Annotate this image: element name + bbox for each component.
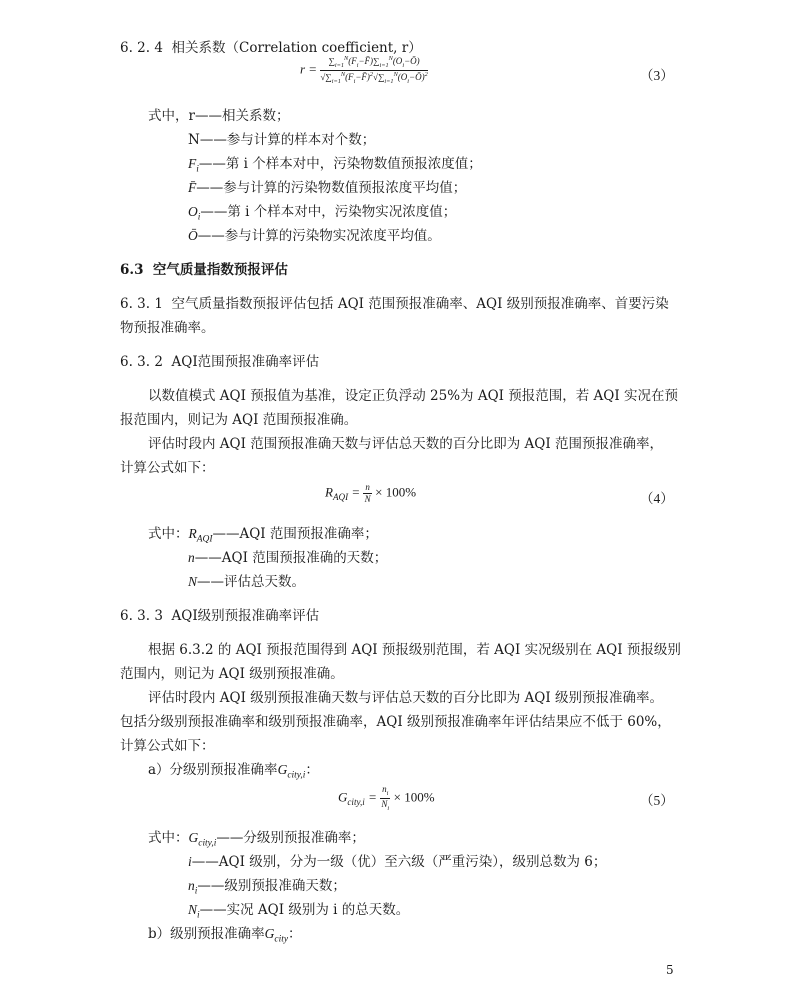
definition-N-days: N——评估总天数。: [188, 574, 306, 590]
definition-Fbar: F̄——参与计算的污染物数值预报浓度平均值；: [188, 180, 467, 196]
paragraph-line: 评估时段内 AQI 级别预报准确天数与评估总天数的百分比即为 AQI 级别预报准确率。: [148, 690, 663, 706]
definition-RAQI: 式中：$R_{AQI}——AQI$ 范围预报准确率；: [148, 526, 378, 545]
section-number: 6. 2. 4: [120, 40, 163, 56]
definition-N: N——参与计算的样本对个数；: [188, 132, 376, 148]
section-6-3-3-heading: [120, 604, 319, 624]
paragraph-line: 以数值模式 AQI 预报值为基准，设定正负浮动 25%为 AQI 预报范围，若 AQI 实况在预: [148, 388, 678, 404]
definition-Ni: $N_i——$实况 AQI 级别为 i 的总天数。: [188, 902, 410, 921]
definition-i: i——AQI 级别，分为一级（优）至六级（严重污染），级别总数为 6；: [188, 854, 607, 870]
definition-Fi: $F_i——$第 i 个样本对中，污染物数值预报浓度值；: [188, 156, 482, 175]
section-number: 6.3: [120, 262, 144, 278]
section-6-2-4-heading: [120, 36, 422, 56]
paragraph-line: 根据 6.3.2 的 AQI 预报范围得到 AQI 预报级别范围，若 AQI 实况级别在 AQI 预报级别: [148, 642, 681, 658]
definition-r: 式中，r——相关系数；: [148, 108, 290, 124]
definition-Obar: Ō——参与计算的污染物实况浓度平均值。: [188, 228, 441, 244]
list-item-a: a）分级别预报准确率$G_{city,i}$：: [148, 762, 319, 781]
paragraph-line: 计算公式如下：: [120, 460, 215, 476]
section-title: 相关系数（Correlation coefficient, r）: [171, 40, 422, 56]
definition-Gcity-i: 式中：$G_{city,i}——$分级别预报准确率；: [148, 830, 365, 849]
paragraph-line: 计算公式如下：: [120, 738, 215, 754]
equation-5: $G_{city,i}$ = $\frac{n_i}{N_i}$ × 100%: [338, 784, 435, 812]
section-6-3-heading: [120, 258, 288, 278]
equation-number-4: （4）: [640, 491, 674, 506]
equation-number-3: （3）: [640, 68, 674, 83]
equation-3: r = $\frac{\sum_{i=1}^N(F_i-F̄)\sum_{i=1}^N(O_i-Ō)}{√\sum_{i=1}^N(F_i-F̄)^2√\sum_{i=1}^N(O_i-Ō)^2}$: [300, 55, 428, 85]
definition-Oi: $O_i——$第 i 个样本对中，污染物实况浓度值；: [188, 204, 457, 223]
paragraph-line: 评估时段内 AQI 范围预报准确天数与评估总天数的百分比即为 AQI 范围预报准确率，: [148, 436, 663, 452]
section-title: AQI级别预报准确率评估: [171, 608, 320, 624]
section-number: 6. 3. 1: [120, 296, 163, 312]
paragraph-line: 报范围内，则记为 AQI 范围预报准确。: [120, 412, 358, 428]
section-6-3-1-line1: 6. 3. 1 空气质量指数预报评估包括 AQI 范围预报准确率、AQI 级别预报准确率、首要污染: [120, 296, 669, 312]
definition-ni: $n_i——$级别预报准确天数；: [188, 878, 346, 897]
equation-number-5: （5）: [640, 793, 674, 808]
equation-4: $R_{AQI}$ = $\frac{n}{N}$ × 100%: [325, 482, 417, 504]
section-6-3-2-heading: [120, 350, 319, 370]
list-item-b: b）级别预报准确率$G_{city}$：: [148, 926, 302, 945]
paragraph-line: 包括分级别预报准确率和级别预报准确率，AQI 级别预报准确率年评估结果应不低于 60%，: [120, 714, 671, 730]
section-title: 空气质量指数预报评估: [152, 262, 288, 278]
page-number: 5: [666, 963, 674, 977]
section-title: AQI范围预报准确率评估: [171, 354, 320, 370]
paragraph-line: 范围内，则记为 AQI 级别预报准确。: [120, 666, 344, 682]
section-6-3-1-line2: 物预报准确率。: [120, 320, 215, 336]
section-number: 6. 3. 3: [120, 608, 163, 624]
definition-n: n——AQI 范围预报准确的天数；: [188, 550, 388, 566]
section-number: 6. 3. 2: [120, 354, 163, 370]
